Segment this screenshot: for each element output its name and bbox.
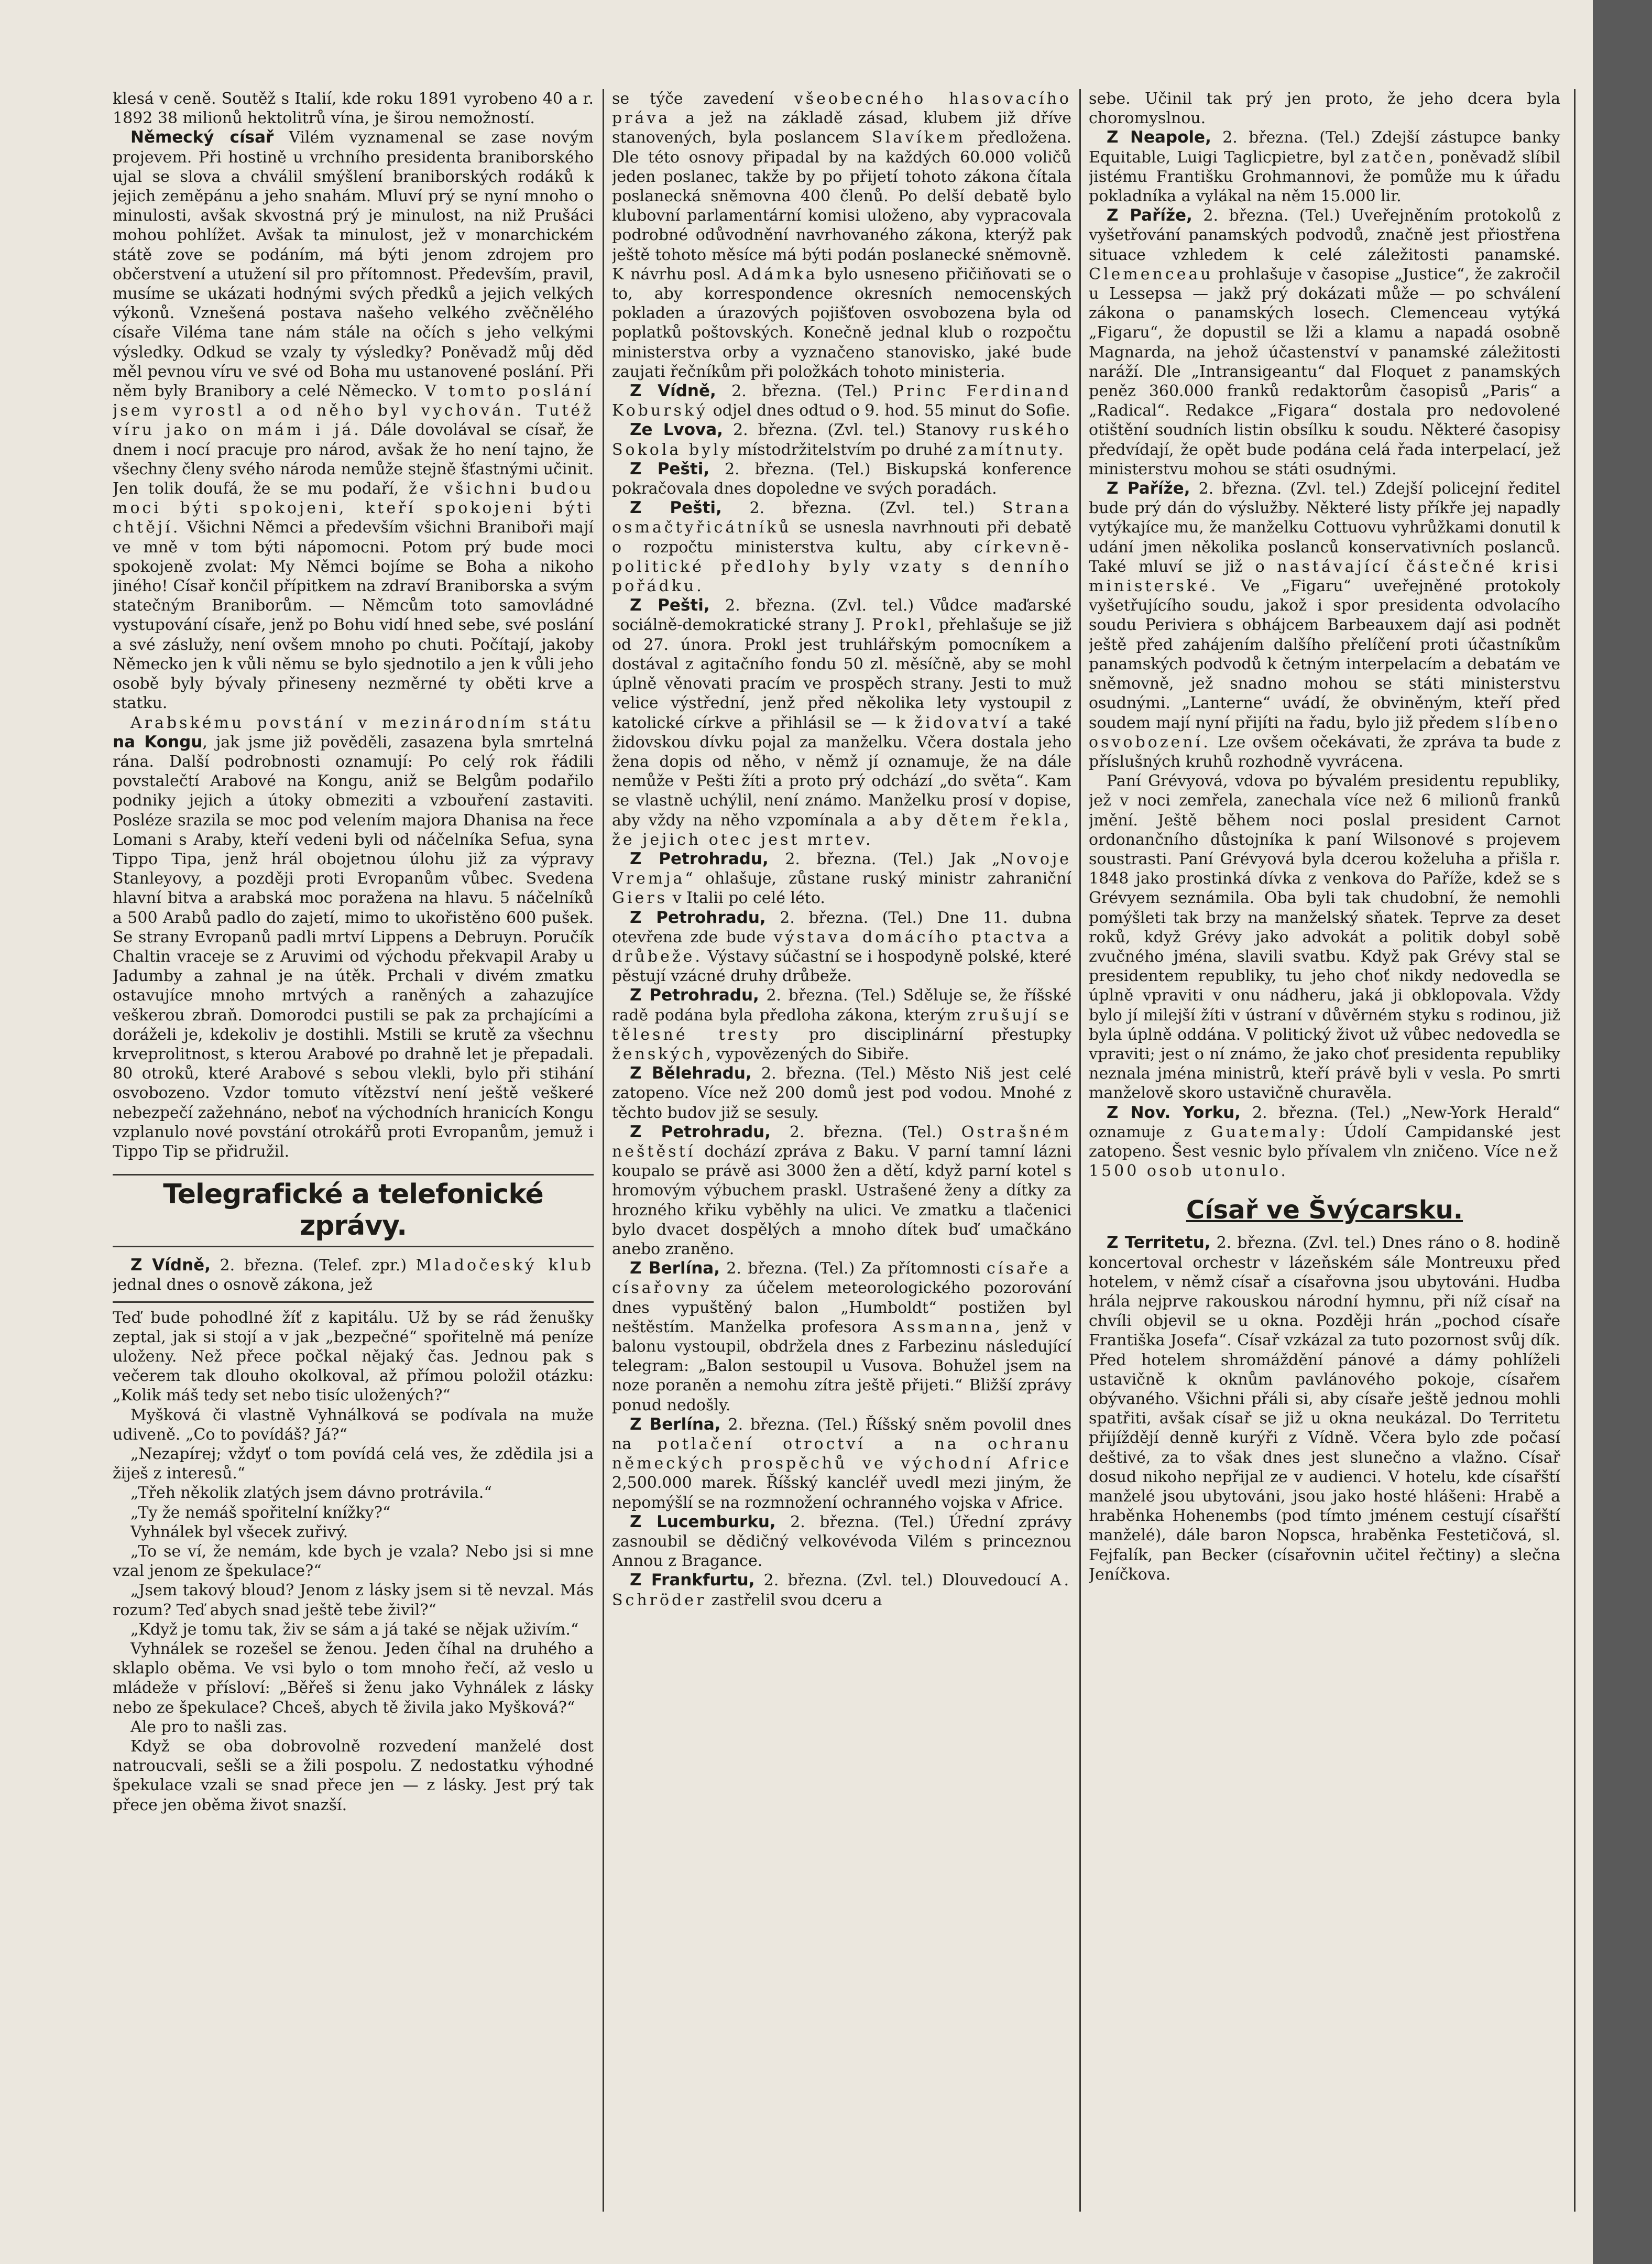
spaced-text: Guatemaly xyxy=(1210,1123,1320,1141)
article-text: 2. března. (Zvl. tel.) Vůdce maďarské sociálně-demokratické strany J. xyxy=(612,596,1071,635)
article-lead: Z Bělehradu, xyxy=(630,1064,752,1083)
article-text: a také židovskou dívku pojal za manželku. Včera dostala jeho žena dopis od něho, v němž jí oznamuje, že na dále nemůže v Pešti žíti a proto prý odchází „do světa“. Kam se vlastně uchýlil, není známo. Manželku prosí v dopise, aby vždy na něho vzpomínala xyxy=(612,713,1071,830)
article-text: , poněvadž slíbil jistému Františku Grohmannovi, že pomůže mu k úřadu pokladníka a vylákal na něm 15.000 lir. xyxy=(1089,148,1560,206)
spaced-text: všeobecného hlasovacího práva xyxy=(612,90,1071,128)
article-text: zastřelil svou dceru a xyxy=(706,1591,882,1609)
feuilleton-paragraph: Vyhnálek byl všecek zuřivý. xyxy=(130,1522,348,1541)
article-text: 2. března. (Tel.) Uveřejněním protokolů z vyšetřování panamských podvodů, značně jest přiostřena situace vzhledem k celé záležitosti panamské. xyxy=(1089,206,1560,264)
feuilleton-paragraph: Když se oba dobrovolně rozvedení manželé dost natroucvali, sešli se a žili pospolu. Z nedostatku výhodné špekulace vzali se snad přece jen — z lásky. Jest prý tak přece jen oběma život snazší. xyxy=(113,1737,594,1814)
article-text: , jenž v balonu vystoupil, obdržela dnes z Farbezinu následující telegram: „Balon sestoupil u Vusova. Bohužel jsem na noze poraněn a nemohu zítra ještě přijeti.“ Bližší zprávy ponud nedošly. xyxy=(612,1318,1071,1414)
article-text: , jak jsme již pověděli, zasazena byla smrtelná rána. Další podrobnosti oznamují: Po celý rok řádili povstalečtí Arabové na Kongu, aniž se Belgům podařilo podniky jejich a útoky obmeziti a vzbouření zastaviti. Posléze srazila se moc pod velením majora Dhanisa na řece Lomani s Araby, kteří vedeni byli od náčelníka Sefua, syna Tippo Tipa, jenž hrál obojetnou úlohu již za výpravy Stanleyovy, a později proti Evropanům vůbec. Svedena hlavní bitva a arabská moc poražena na hlavu. 5 náčelníků a 500 Arabů padlo do zajetí, mimo to ukořistěno 600 pušek. Se strany Evropanů padli mrtví Lippens a Debruyn. Poručík Chaltin vraceje se z Aruvimi od východu překvapil Araby u Jadumby a zahnal je na útěk. Prchali v divém zmatku ostavujíce mnoho mrtvých a raněných a zahazujíce veškerou zbraň. Domorodci pustili se pak za prchajícími a doráželi je, kdekoliv je dostihli. Mstili se krutě za všechnu krveprolitnost, s kterou Arabové po drahně let je přepadali. 80 otroků, které Arabové s sebou vlekli, bylo při stihání osvobozeno. Vzdor tomuto vítězství není ještě veškeré nebezpečí zažehnáno, neboť na východních hranicích Kongu vzplanulo nové povstání otrokářů proti Evropanům, jemuž i Tippo Tip se přidružil. xyxy=(113,733,594,1161)
article-text: 2. března. (Zvl. tel.) Stanovy xyxy=(723,421,989,440)
article-paragraph xyxy=(1089,479,1560,771)
section-heading-telegrams: Telegrafické a telefonické zprávy. xyxy=(113,1174,594,1247)
article-paragraph xyxy=(1089,1103,1560,1181)
article-paragraph xyxy=(612,596,1071,850)
article-paragraph: sebe. Učinil tak prý jen proto, že jeho dcera byla choromyslnou. xyxy=(1089,90,1560,128)
spaced-text: Novoje Vremja xyxy=(612,850,1071,888)
article-paragraph xyxy=(612,1512,1071,1571)
spaced-text: Prokl xyxy=(872,616,927,635)
section-heading-emperor-switzerland: Císař ve Švýcarsku. xyxy=(1186,1195,1463,1225)
column-1 xyxy=(113,89,594,2212)
article-lead: Z Paříže, xyxy=(1107,206,1192,225)
article-paragraph xyxy=(612,460,1071,498)
article-text: předložena. Dle této osnovy připadal by na každých 60.000 voličů jeden poslanec, takže by po přijetí tohoto zákona čítala poslanecká sněmovna 400 členů. Po delší debatě bylo klubovní parlamentární komisi uloženo, aby vypracovala podrobné odůvodnění navrhovaného zákona, kterýž pak ještě tohoto měsíce má býti podán poslanecké sněmovně. K návrhu posl. xyxy=(612,128,1071,284)
article-text: a jež na základě zásad, klubem již dříve stanovených, byla poslancem xyxy=(612,109,1071,147)
spaced-text: židovatví xyxy=(914,713,1010,732)
article-text: se týče zavedení xyxy=(612,90,794,108)
feuilleton-paragraph: „Nezapírej; vždyť o tom povídá celá ves, že zdědila jsi a žiješ z interesů.“ xyxy=(113,1445,594,1483)
article-text: “ ohlašuje, zůstane ruský ministr zahraniční xyxy=(685,869,1071,888)
article-lead: Z Petrohradu, xyxy=(630,908,766,927)
article-text: 2. března. (Tel.) Město Niš jest celé zatopeno. Více než 200 domů jest pod vodou. Mnohé z těchto budov již se sesuly. xyxy=(612,1064,1071,1122)
spaced-text: Assmanna xyxy=(893,1318,995,1336)
article-text: 2. března. (Tel.) Biskupská konference pokračovala dnes dopoledne ve svých poradách. xyxy=(612,460,1071,498)
article-lead: Z Lucemburku, xyxy=(630,1512,776,1531)
feuilleton-separator xyxy=(113,1301,594,1303)
article-lead: Z Vídně, xyxy=(130,1256,211,1275)
spaced-text: zatčen xyxy=(1361,148,1429,167)
article-text: 2. března. (Tel.) Za přítomnosti xyxy=(719,1259,987,1278)
article-paragraph xyxy=(113,713,594,1162)
page-edge xyxy=(1593,0,1652,2264)
article-paragraph xyxy=(612,420,1071,459)
article-lead: Z Pešti, xyxy=(630,498,722,518)
article-paragraph xyxy=(1089,128,1560,206)
article-paragraph: klesá v ceně. Soutěž s Italií, kde roku 1891 vyrobeno 40 a r. 1892 38 milionů hektolitrů vína, je širou nemožností. xyxy=(113,90,594,128)
article-text: 2. března. (Tel.) Sděluje se, že říšské radě podána byla předloha zákona, kterým xyxy=(612,986,1071,1025)
article-paragraph xyxy=(612,382,1071,420)
article-text: 2. března. (Zvl. tel.) Dnes ráno o 8. hodině koncertoval orchestr v lázeňském sále Montreuxu před hotelem, v němž císař a císařovna jsou ubytováni. Hudba hrála nejprve rakouskou národní hymnu, při níž císař na chvíli objevil se u okna. Později hrán „pochod císaře Františka Josefa“. Císař vzkázal za tuto pozornost svůj dík. Před hotelem shromáždění pánové a dámy pohlíželi ustavičně k oknům pavlánového pokoje, císařem obývaného. Všichni přáli si, aby císaře ještě jednou mohli spatřiti, avšak císař se již u okna neukázal. Do Territetu přijíždějí denně kurýři z Vídně. Včera bylo zde počasí deštivé, za to však dnes jest slunečno a vlažno. Císař dosud nikoho nepřijal ze v audienci. V hotelu, kde císařští manželé jsou ubytováni, jsou jako hosté hlášeni: Hrabě a hraběnka Hohenembs (pod tímto jménem cestují císařští manželé), dále baron Nopsca, hraběnka Festetičová, sl. Fejfalík, pan Becker (císařovnin učitel řečtiny) a slečna Jeníčkova. xyxy=(1089,1234,1560,1584)
spaced-text: nastávající částečné krisi ministerské. xyxy=(1089,557,1560,596)
article-paragraph xyxy=(612,89,1071,382)
article-text: 2. března. (Tel.) xyxy=(771,1123,961,1141)
article-paragraph xyxy=(612,1259,1071,1415)
article-paragraph: Paní Grévyová, vdova po bývalém presidentu republiky, jež v noci zemřela, zanechala více než 6 milionů franků jmění. Ještě během noci poslal president Carnot ordonančního důstojníka k paní Wilsonové s projevem soustrasti. Paní Grévyová byla dcerou koželuha a přišla r. 1848 jako prostinká dívka z venkova do Paříže, kdež se s Grévyem seznámila. Oba byli tak chudobní, že nemohli pomýšleti tak brzy na manželský sňatek. Teprve za deset roků, když Grévy jako advokát a politik dobyl sobě zvučného jména, slavili svatbu. Když pak Grévy stal se presidentem republiky, tu jeho choť nikdy nedovedla se úplně vpraviti v onu nádheru, jaká ji obklopovala. Vždy bylo jí milejší žíti v ústraní v důvěrném styku s rodinou, již byla úplně oddána. V politický život už vůbec nedovedla se vpraviti; jest o ní známo, že jako choť presidenta republiky neznala jména ministrů, kteří právě byli v vesla. Po smrti manželově skoro ustavičně churavěla. xyxy=(1089,772,1560,1103)
feuilleton-paragraph: Teď bude pohodlné žíť z kapitálu. Už by se rád ženušky zeptal, jak si stojí a v jak „bezpečné“ spořitelně má peníze uloženy. Než přece počkal nějaký čas. Jednou pak s večerem tak dlouho okolkoval, až přímou položil otázku: „Kolik máš tedy set nebo tisíc uložených?“ xyxy=(113,1308,594,1405)
feuilleton-paragraph: „Třeh několik zlatých jsem dávno protrávila.“ xyxy=(130,1484,492,1503)
article-lead: Z Petrohradu, xyxy=(630,849,769,868)
spaced-text: V tomto poslání jsem vyrostl a od něho byl vychován. Tutéž víru jako on mám i já. xyxy=(113,382,594,440)
column-3 xyxy=(1089,89,1560,2212)
article-lead: Z Territetu, xyxy=(1107,1233,1211,1253)
article-text: 2. března. (Zvl. tel.) xyxy=(721,499,1002,518)
article-text: Vilém vyznamenal se zase novým projevem. Při hostině u vrchního presidenta braniborského ujal se slova a chválil smýšlení braniborských rodáků k jejich zeměpánu a jeho snahám. Mluví prý se nyní mnoho o minulosti, avšak skvostná prý je minulost, na niž Prušáci mohou pohlížet. Avšak ta minulost, jež v monarchickém státě zove se podáním, má býti jenom zdrojem pro občerstvení a utužení sil pro přítomnost. Především, pravil, musíme se ukázati hodnými svých předků a jejich velkých výkonů. Vznešená postava našeho velkého zvěčnělého císaře Viléma tane nám stále na očích s jeho velkými výsledky. Odkud se vzaly ty výsledky? Poněvadž můj děd měl pevnou víru ve své od Boha mu ustanovené poslání. Při něm byly Branibory a celé Německo. xyxy=(113,128,594,401)
article-lead: Z Pešti, xyxy=(630,596,710,615)
spaced-text: Slavíkem xyxy=(872,128,966,147)
article-lead: Z Paříže, xyxy=(1107,479,1190,498)
article-text: bylo usneseno přičiňovati se o to, aby korrespondence okresních nemocenských pokladen a úrazových pojišťoven osvobozena byla od poplatků poštovských. Konečně jednal klub o rozpočtu ministerstva orby a vyznačeno stanovisko, jaké bude zaujati řečníkům při položkách tohoto ministeria. xyxy=(612,265,1071,381)
feuilleton-paragraph: Vyhnálek se rozešel se ženou. Jeden číhal na druhého a sklaplo oběma. Ve vsi bylo o tom mnoho řečí, až veslo u mládeže v přísloví: „Běřeš si ženu jako Vyhnálek z lásky nebo ze špekulace? Chceš, abych tě živila jako Myšková?“ xyxy=(113,1640,594,1717)
article-paragraph xyxy=(612,986,1071,1064)
spaced-text: a aby dětem řekla, že jejich otec jest mrtev. xyxy=(612,811,1071,849)
article-text: pro disciplinární přestupky xyxy=(781,1025,1071,1044)
article-lead: Z Frankfurtu, xyxy=(630,1571,755,1590)
article-text: odjel dnes odtud o 9. hod. 55 minut do Sofie. xyxy=(708,401,1070,420)
article-text: Všichni Němci a především všichni Braniboři mají ve mně v tom býti nápomocni. Potom prý bude moci spokojeně zvolat: My Němci bojíme se Boha a nikoho jiného! Císař končil přípitkem na zdraví Braniborska a svým statečným Braniborům. — Němcům toto samovládné vystupování císaře, jenž po Bohu vidí hned sebe, své poslání a své záslužy, není ovšem mnoho po chuti. Počítají, jakoby Německo jen k vůli němu se bylo sjednotilo a jen k vůli jeho osobě byly bývaly přineseny nezměrné ty oběti krve a statku. xyxy=(113,518,594,713)
column-rule xyxy=(1079,89,1081,2212)
article-paragraph xyxy=(612,1571,1071,1609)
article-text: 2. března. (Zvl. tel.) Zdejší policejní ředitel bude prý dán do výslužby. Některé listy příkře jej napadly vytýkajíce mu, že manželku Cottuovu vyhrůžkami donutil k udání jmen několika poslanců konservativních poslanců. Také mluví se již o xyxy=(1089,480,1560,576)
spaced-text: Mladočeský klub xyxy=(415,1256,594,1275)
article-paragraph xyxy=(113,1256,594,1294)
column-rule xyxy=(1574,89,1576,2212)
spaced-text: potlačení otroctví a na ochranu německých prospěchů ve východní Africe xyxy=(612,1435,1071,1473)
spaced-text: Adámka xyxy=(737,265,818,284)
feuilleton-paragraph: „To se ví, že nemám, kde bych je vzala? Nebo jsi si mne vzal jenom ze špekulace?“ xyxy=(113,1542,594,1581)
article-text: 2. března. (Zvl. tel.) Dlouvedoucí xyxy=(754,1571,1050,1590)
article-lead: Německý císař xyxy=(130,128,274,147)
feuilleton-paragraph: Myšková či vlastně Vyhnálková se podívala na muže udiveně. „Co to povídáš? Já?“ xyxy=(113,1406,594,1444)
article-text: za účelem meteorologického pozorování dnes vypuštěný balon „Humboldt“ postižen byl neštěstím. Manželka profesora xyxy=(612,1279,1071,1336)
feuilleton-paragraph: „Jsem takový bloud? Jenom z lásky jsem si tě nevzal. Más rozum? Teď abych snad ještě tebe živil?“ xyxy=(113,1581,594,1619)
article-lead: Z Nov. Yorku, xyxy=(1107,1103,1241,1122)
spaced-text: Clemenceau xyxy=(1089,265,1213,284)
article-text: , vypovězených do Sibiře. xyxy=(706,1044,910,1063)
article-lead: Z Petrohradu, xyxy=(630,1122,771,1141)
spaced-text: výstava domácího ptactva a drůbeže. xyxy=(612,928,1071,966)
column-2 xyxy=(612,89,1071,2212)
article-lead: Z Berlína, xyxy=(630,1259,720,1278)
article-text: dochází zpráva z Baku. V parní tamní lázni koupalo se právě asi 3000 žen a dětí, když parní kotel s hromovým výbuchem praskl. Ustrašené ženy a dítky za hrozného křiku vyběhly na ulici. Ve zmatku a tlačenici bylo dvacet dospělých a mnoho dítek buď umačkáno anebo zraněno. xyxy=(612,1142,1071,1258)
article-paragraph xyxy=(612,908,1071,986)
spaced-text: zamítnuty. xyxy=(957,440,1066,459)
spaced-text: Giers xyxy=(612,889,668,908)
feuilleton-paragraph: „Když je tomu tak, živ se sám a já také se nějak uživím.“ xyxy=(130,1620,579,1639)
article-lead: Z Petrohradu, xyxy=(630,986,759,1005)
spaced-text: císaře a císařovny xyxy=(612,1259,1071,1298)
article-lead: Z Vídně, xyxy=(630,382,716,401)
article-paragraph xyxy=(612,1415,1071,1512)
spaced-text: Arabskému povstání v mezinárodním státu xyxy=(130,713,594,732)
article-text: místodržitelstvím po druhé xyxy=(732,440,958,459)
article-text: : Údolí Campidanské jest zatopeno. Šest vesnic bylo přívalem vln zničeno. Více xyxy=(1089,1123,1560,1161)
article-lead: Z Neapole, xyxy=(1107,128,1211,147)
feuilleton-paragraph: Ale pro to našli zas. xyxy=(130,1717,288,1736)
article-text: Lze ovšem očekávati, že zpráva ta bude z příslušných kruhů rozhodně vyvrácena. xyxy=(1089,733,1560,771)
article-paragraph xyxy=(113,128,594,713)
feuilleton-paragraph: „Ty že nemáš spořitelní knížky?“ xyxy=(130,1503,391,1522)
article-text: 2. března. (Tel.) Úřední zprávy zasnoubil se dědičný velkovévoda Vilém s princeznou Annou z Bragance. xyxy=(612,1512,1071,1571)
spaced-text: A. Schröder xyxy=(612,1571,1071,1609)
article-text: Dále dovolával se císař, že dnem i nocí pracuje pro národ, avšak že ho není tajno, že všechny členy svého národa nemůže stejně šťastnými učinit. Jen tolik doufá, že se mu podaří, xyxy=(113,421,594,498)
article-text: Výstavy súčastní se i hospodyně polské, které pěstují vzácné druhy drůbeže. xyxy=(612,947,1071,986)
spaced-text: Princ Ferdinand Koburský xyxy=(612,382,1071,420)
spaced-text: Strana osmačtyřicátníků xyxy=(612,499,1071,537)
spaced-text: ženských xyxy=(612,1044,706,1063)
article-paragraph xyxy=(1089,1233,1560,1584)
article-paragraph xyxy=(612,498,1071,596)
article-paragraph xyxy=(612,1064,1071,1123)
article-text: 2,500.000 marek. Říšský kancléř uvedl mezi jiným, že nepomýšlí se na rozmnožení ochranného vojska v Africe. xyxy=(612,1474,1071,1512)
article-paragraph xyxy=(612,850,1071,908)
article-text: , přehlašuje se již od 27. února. Prokl jest truhlářským pomocníkem a dostával z agitačního fondu 50 zl. měsíčně, aby se mohl úplně věnovati pracím ve prospěch strany. Jesti to muž velice výstřední, jenž před několika lety vystoupil z katolické církve a přihlásil se — k xyxy=(612,616,1071,732)
article-text: 2. března. (Tel.) xyxy=(716,382,893,401)
article-text: prohlašuje v časopise „Justice“, že zakročil u Lessepsa — jakž prý dokázati může — po schválení zákona o panamských losech. Clemenceau vytýká „Figaru“, že dopustil se lži a klamu a napadá osobně Magnarda, na jehož účastenství v panamské záležitosti naráží. Dle „Intransigeantu“ dal Floquet z panamských peněz 360.000 franků redaktorům časopisů „Paris“ a „Radical“. Redakce „Figara“ dostala pro nedovolené otištění soudních listin obsílku k soudu. Některé časopisy předvídají, že opět bude podána celá řada interpelací, jež ministerstvu mohou se státi osudnými. xyxy=(1089,265,1560,478)
column-rule xyxy=(603,89,604,2212)
spaced-text: zrušují se tělesné tresty xyxy=(612,1006,1071,1044)
article-text: 2. března. (Tel.) „New-York Herald“ oznamuje z xyxy=(1089,1103,1560,1141)
article-text: se usnesla navrhnouti při debatě o rozpočtu ministerstva kultu, aby xyxy=(612,518,1071,557)
spaced-text: slíbeno osvobození. xyxy=(1089,713,1560,752)
spaced-text: že všichni budou moci býti spokojeni, kteří spokojeni býti chtějí. xyxy=(113,480,594,537)
article-lead: Z Pešti, xyxy=(630,459,710,478)
article-lead: na Kongu xyxy=(113,732,203,752)
spaced-text: ruského Sokola byly xyxy=(612,421,1071,459)
article-text: 2. března. (Telef. zpr.) xyxy=(210,1256,416,1275)
article-text: 2. března. (Tel.) Jak „ xyxy=(768,850,1000,868)
spaced-text: Ostrašném neštěstí xyxy=(612,1123,1071,1161)
article-text: 2. března. (Tel.) Dne 11. dubna otevřena zde bude xyxy=(612,908,1071,946)
article-text: 2. března. (Tel.) Zdejší zástupce banky Equitable, Luigi Taglicpietre, byl xyxy=(1089,128,1560,167)
article-paragraph xyxy=(1089,206,1560,479)
article-text: Ve „Figaru“ uveřejněné protokoly vyšetřujícího soudu, jakož i spor presidenta odvolacího soudu Periviera s obhájcem Barbeauxem dají asi podnět ještě před zahájením dalšího přelíčení proti účastníkům panamských podvodů k četným interpelacím a debatám ve sněmovně, jež snadno mohou se státi ministerstvu osudnými. „Lanterne“ uvádí, že obviněným, kteří před soudem mají nyní přijíti na řadu, bylo již předem xyxy=(1089,577,1560,732)
article-lead: Z Berlína, xyxy=(630,1414,721,1434)
spaced-text: církevně-politické předlohy byly vzaty s denního pořádku. xyxy=(612,538,1071,596)
article-lead: Ze Lvova, xyxy=(630,420,723,440)
article-paragraph xyxy=(612,1123,1071,1259)
article-text: v Italii po celé léto. xyxy=(668,889,825,908)
article-text: 2. března. (Tel.) Říšský sněm povolil dnes na xyxy=(612,1415,1071,1454)
spaced-text: než 1500 osob utonulo. xyxy=(1089,1142,1560,1181)
article-text: jednal dnes o osnově zákona, jež xyxy=(113,1276,373,1294)
